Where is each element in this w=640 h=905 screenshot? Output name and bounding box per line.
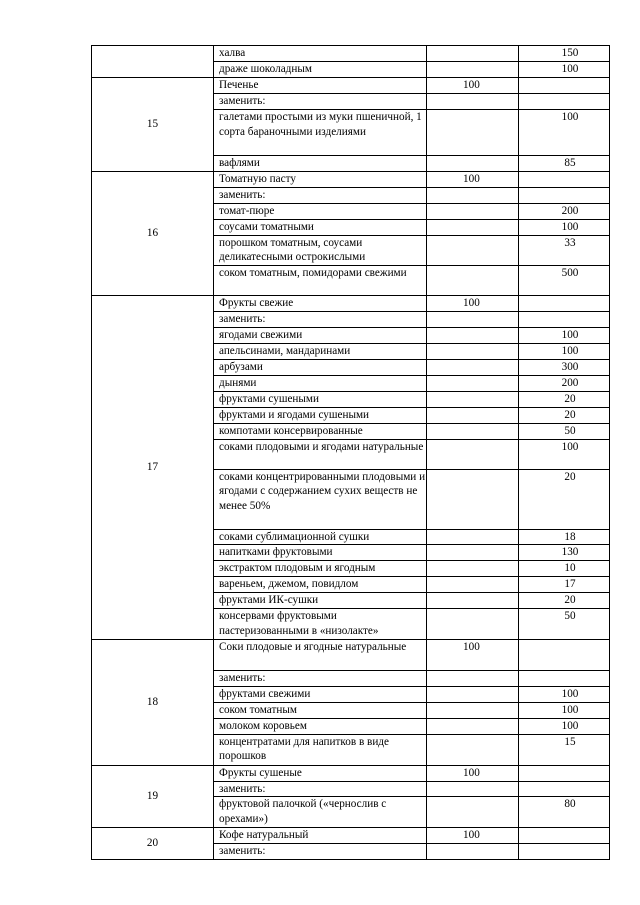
base-quantity-cell [427,844,519,860]
substitute-quantity-cell: 100 [519,343,610,359]
product-cell: Фрукты сушеные [214,765,427,781]
substitute-quantity-cell: 33 [519,235,610,266]
base-quantity-cell [427,155,519,171]
product-cell: Кофе натуральный [214,828,427,844]
base-quantity-cell [427,702,519,718]
substitute-quantity-cell [519,312,610,328]
substitute-quantity-cell: 100 [519,686,610,702]
substitute-quantity-cell: 100 [519,219,610,235]
product-cell: экстрактом плодовым и ягодным [214,561,427,577]
product-cell: заменить: [214,187,427,203]
product-cell: фруктами сушеными [214,391,427,407]
item-number-cell: 17 [92,296,214,640]
product-cell: заменить: [214,670,427,686]
base-quantity-cell: 100 [427,828,519,844]
product-cell: Томатную пасту [214,171,427,187]
base-quantity-cell [427,219,519,235]
base-quantity-cell [427,734,519,765]
base-quantity-cell [427,375,519,391]
substitute-quantity-cell: 130 [519,545,610,561]
substitute-quantity-cell: 20 [519,469,610,529]
product-cell: заменить: [214,844,427,860]
substitute-quantity-cell [519,670,610,686]
base-quantity-cell: 100 [427,78,519,94]
substitute-quantity-cell [519,78,610,94]
base-quantity-cell: 100 [427,171,519,187]
substitute-quantity-cell: 150 [519,46,610,62]
product-cell: фруктами ИК-сушки [214,593,427,609]
substitute-quantity-cell: 50 [519,608,610,639]
product-cell: соками плодовыми и ягодами натуральные [214,439,427,469]
base-quantity-cell [427,235,519,266]
substitute-quantity-cell: 85 [519,155,610,171]
base-quantity-cell [427,781,519,797]
substitute-quantity-cell: 100 [519,439,610,469]
base-quantity-cell [427,407,519,423]
substitute-quantity-cell [519,828,610,844]
product-cell: дынями [214,375,427,391]
substitute-quantity-cell: 20 [519,407,610,423]
product-cell: заменить: [214,312,427,328]
substitute-quantity-cell: 100 [519,327,610,343]
table-row [92,639,610,670]
table-row [92,765,610,781]
base-quantity-cell [427,391,519,407]
product-cell: соками сублимационной сушки [214,529,427,545]
product-cell: драже шоколадным [214,62,427,78]
product-cell: соками концентрированными плодовыми и ягодами с содержанием сухих веществ не менее 50% [214,469,427,529]
base-quantity-cell [427,62,519,78]
base-quantity-cell: 100 [427,639,519,670]
product-cell: томат-пюре [214,203,427,219]
product-cell: концентратами для напитков в виде порошков [214,734,427,765]
substitute-quantity-cell [519,844,610,860]
table-row [92,828,610,844]
item-number-cell: 20 [92,828,214,860]
product-cell: заменить: [214,781,427,797]
substitute-quantity-cell [519,94,610,110]
base-quantity-cell [427,46,519,62]
substitute-quantity-cell [519,639,610,670]
product-cell: Печенье [214,78,427,94]
product-cell: Соки плодовые и ягодные натуральные [214,639,427,670]
substitute-quantity-cell: 500 [519,266,610,296]
substitute-quantity-cell: 50 [519,423,610,439]
base-quantity-cell: 100 [427,296,519,312]
product-cell: молоком коровьем [214,718,427,734]
substitute-quantity-cell: 300 [519,359,610,375]
table-row [92,46,610,62]
product-cell: соком томатным [214,702,427,718]
product-cell: вафлями [214,155,427,171]
base-quantity-cell [427,359,519,375]
substitute-quantity-cell: 18 [519,529,610,545]
substitute-quantity-cell [519,765,610,781]
substitute-quantity-cell: 100 [519,62,610,78]
base-quantity-cell [427,109,519,155]
product-cell: вареньем, джемом, повидлом [214,577,427,593]
substitute-quantity-cell: 200 [519,203,610,219]
substitution-table [91,45,610,860]
product-cell: халва [214,46,427,62]
substitute-quantity-cell [519,781,610,797]
product-cell: соком томатным, помидорами свежими [214,266,427,296]
product-cell: апельсинами, мандаринами [214,343,427,359]
base-quantity-cell [427,577,519,593]
base-quantity-cell [427,327,519,343]
product-cell: ягодами свежими [214,327,427,343]
item-number-cell: 18 [92,639,214,765]
table-row [92,296,610,312]
product-cell: фруктовой палочкой («чернослив с орехами») [214,797,427,828]
base-quantity-cell [427,545,519,561]
substitute-quantity-cell: 100 [519,718,610,734]
base-quantity-cell [427,718,519,734]
product-cell: Фрукты свежие [214,296,427,312]
item-number-cell: 19 [92,765,214,828]
product-cell: напитками фруктовыми [214,545,427,561]
base-quantity-cell [427,670,519,686]
substitute-quantity-cell: 200 [519,375,610,391]
base-quantity-cell [427,187,519,203]
base-quantity-cell [427,686,519,702]
base-quantity-cell [427,439,519,469]
base-quantity-cell [427,529,519,545]
substitute-quantity-cell: 100 [519,109,610,155]
base-quantity-cell [427,266,519,296]
product-cell: порошком томатным, соусами деликатесными острокислыми [214,235,427,266]
base-quantity-cell [427,203,519,219]
table-row [92,171,610,187]
base-quantity-cell [427,561,519,577]
substitute-quantity-cell: 80 [519,797,610,828]
base-quantity-cell [427,343,519,359]
product-cell: заменить: [214,94,427,110]
product-cell: арбузами [214,359,427,375]
substitute-quantity-cell: 17 [519,577,610,593]
base-quantity-cell [427,797,519,828]
item-number-cell: 16 [92,171,214,295]
product-cell: фруктами и ягодами сушеными [214,407,427,423]
substitution-table-body [92,46,610,860]
item-number-cell: 15 [92,78,214,172]
product-cell: соусами томатными [214,219,427,235]
product-cell: компотами консервированные [214,423,427,439]
base-quantity-cell [427,469,519,529]
base-quantity-cell: 100 [427,765,519,781]
base-quantity-cell [427,423,519,439]
base-quantity-cell [427,94,519,110]
substitute-quantity-cell: 100 [519,702,610,718]
item-number-cell [92,46,214,78]
base-quantity-cell [427,312,519,328]
substitute-quantity-cell: 20 [519,391,610,407]
table-row [92,78,610,94]
substitute-quantity-cell [519,187,610,203]
base-quantity-cell [427,608,519,639]
product-cell: консервами фруктовыми пастеризованными в «низолакте» [214,608,427,639]
substitute-quantity-cell [519,171,610,187]
product-cell: галетами простыми из муки пшеничной, 1 сорта бараночными изделиями [214,109,427,155]
substitute-quantity-cell [519,296,610,312]
substitute-quantity-cell: 10 [519,561,610,577]
product-cell: фруктами свежими [214,686,427,702]
substitute-quantity-cell: 20 [519,593,610,609]
base-quantity-cell [427,593,519,609]
substitute-quantity-cell: 15 [519,734,610,765]
